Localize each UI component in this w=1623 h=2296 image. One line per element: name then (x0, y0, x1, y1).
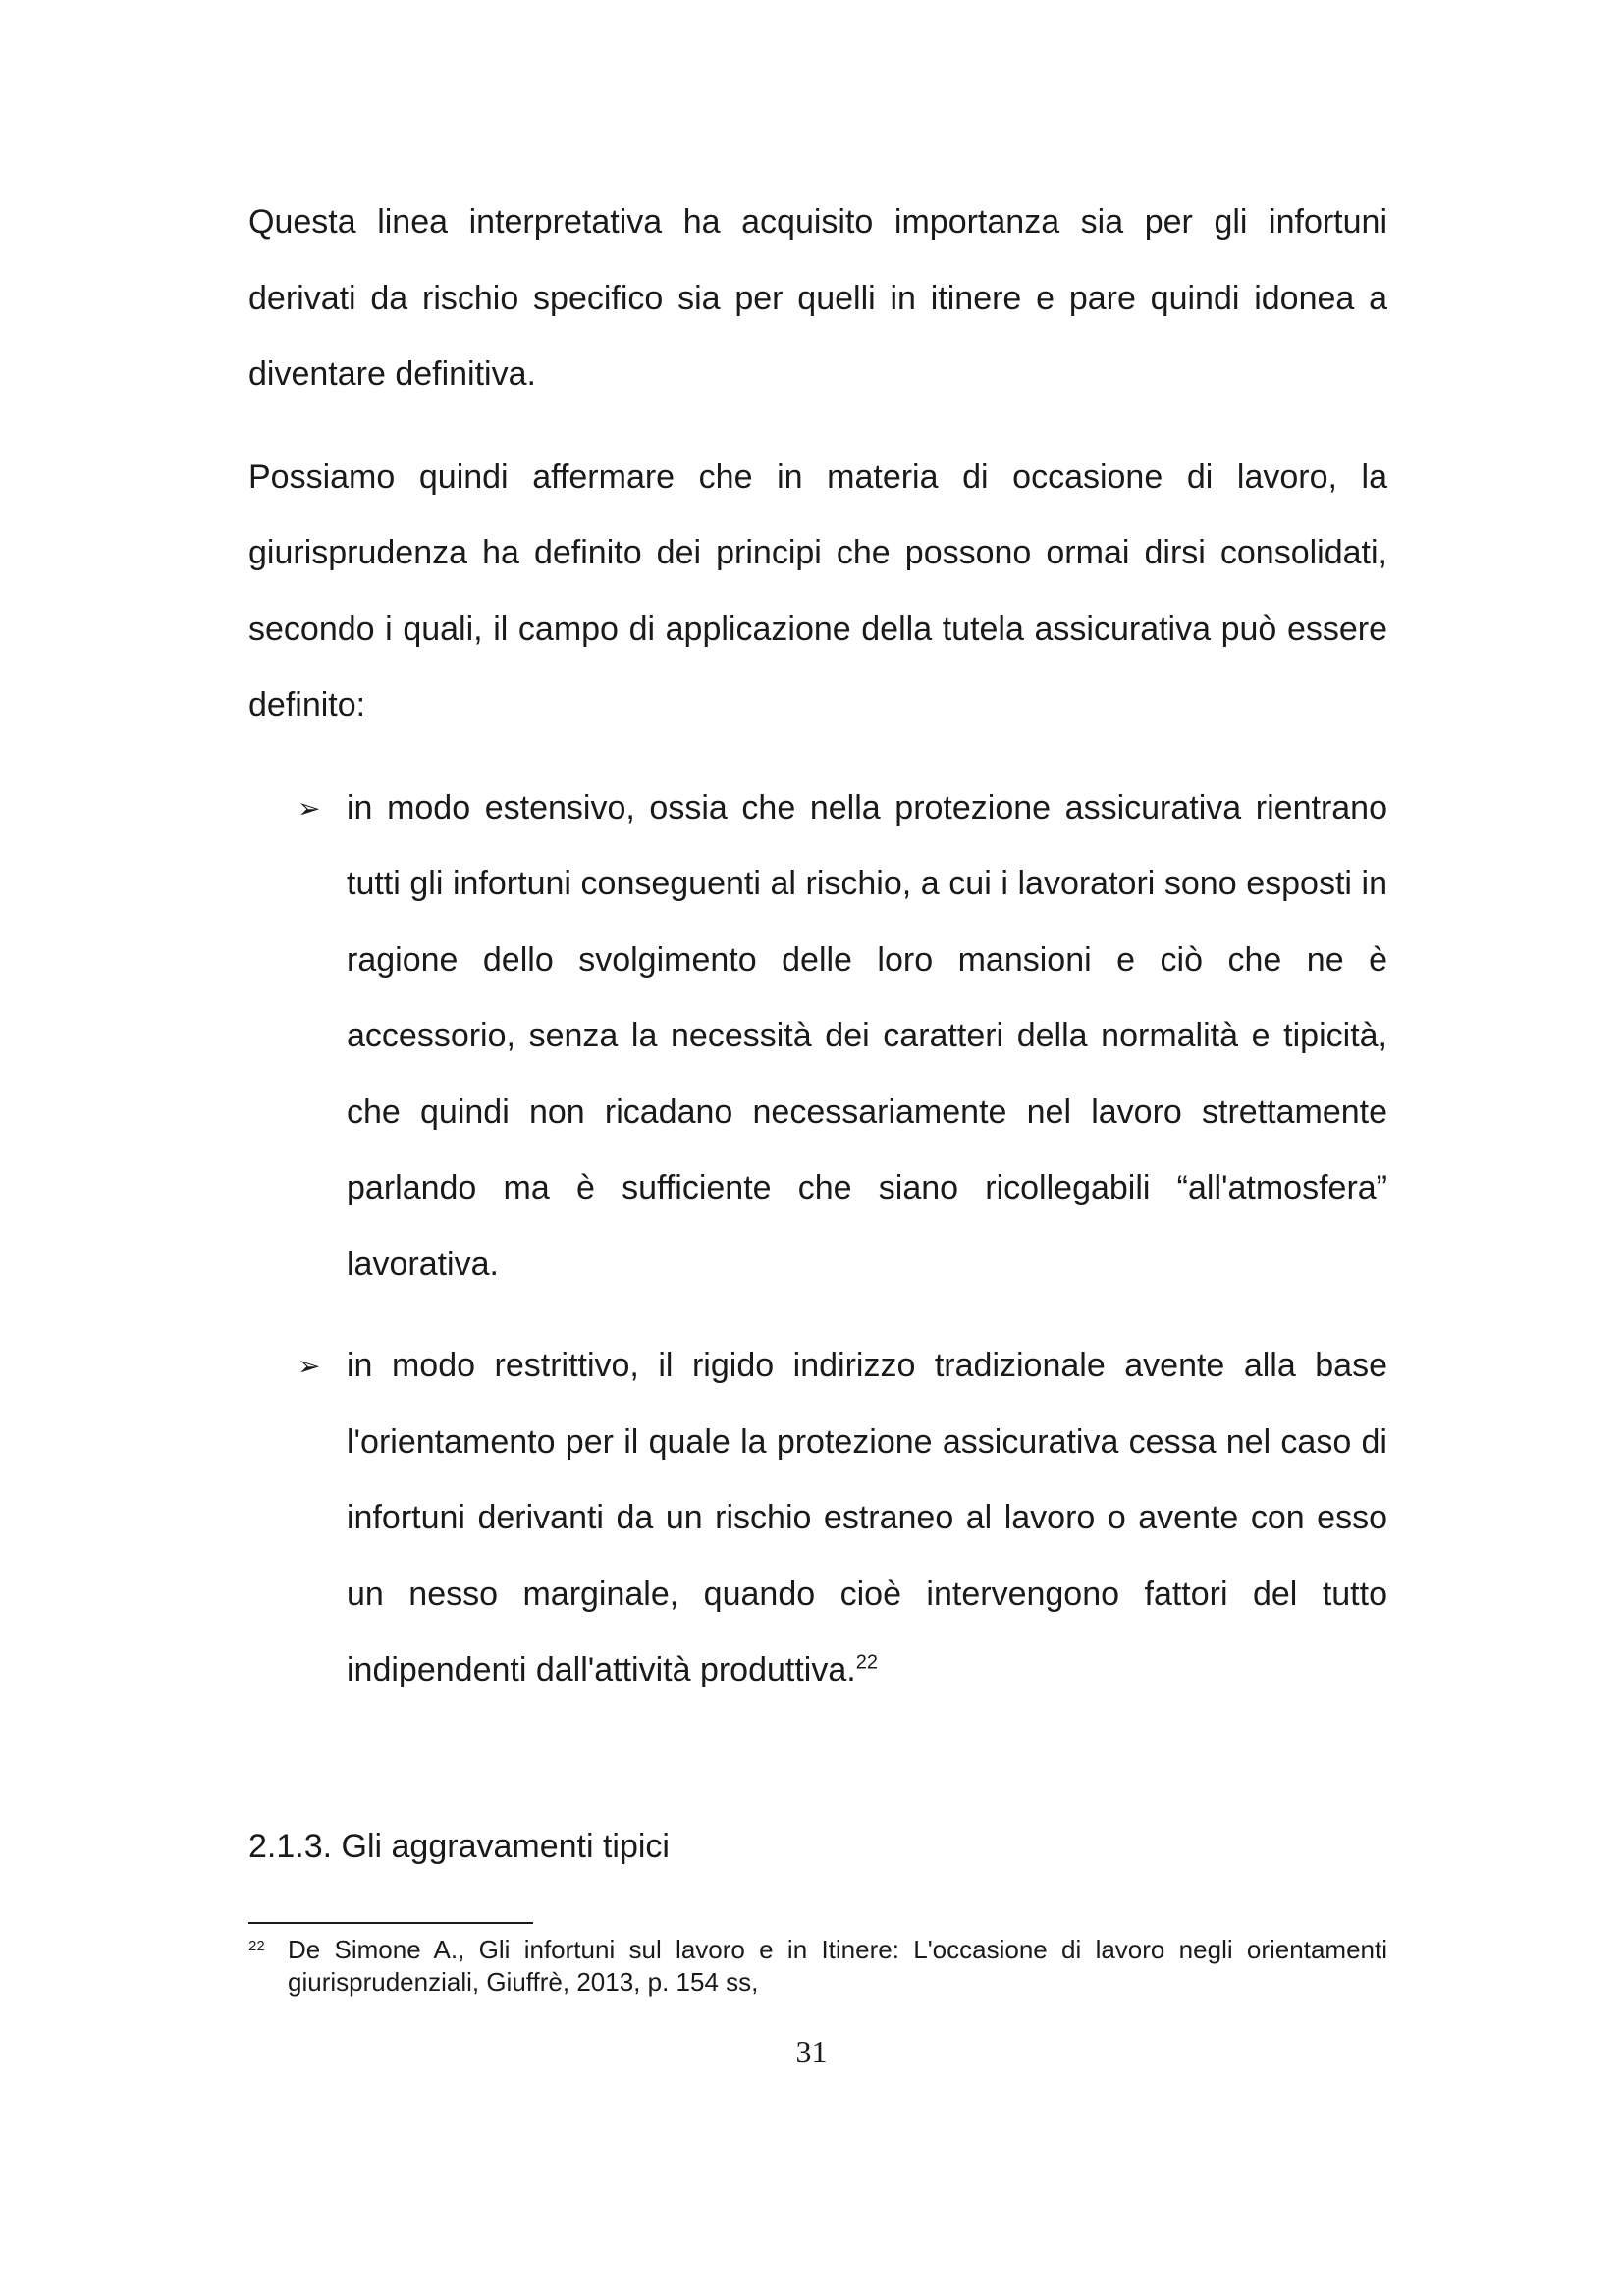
footnote (248, 1934, 1387, 1999)
paragraph-1: Questa linea interpretativa ha acquisito importanza sia per gli infortuni derivati da rischio specifico sia per quelli in itinere e pare quindi idonea a diventare definitiva. (248, 203, 1387, 393)
footnote-separator (248, 1922, 533, 1924)
footnote-text: De Simone A., Gli infortuni sul lavoro e in Itinere: L'occasione di lavoro negli orientamenti giurisprudenziali, Giuffrè, 2013, p. 154 ss, (288, 1935, 1387, 1997)
list-item-text: in modo restrittivo, il rigido indirizzo tradizionale avente alla base l'orientamento per il quale la protezione assicurativa cessa nel caso di infortuni derivanti da un rischio estraneo al lavoro o avente con esso un nesso marginale, quando cioè intervengono fattori del tutto indipendenti dall'attività produttiva. (347, 1347, 1387, 1688)
body-text (248, 185, 1387, 1735)
list-item-text: in modo estensivo, ossia che nella protezione assicurativa rientrano tutti gli infortuni conseguenti al rischio, a cui i lavoratori sono esposti in ragione dello svolgimento delle loro mansioni e ciò che ne è accessorio, senza la necessità dei caratteri della normalità e tipicità, che quindi non ricadano necessariamente nel lavoro strettamente parlando ma è sufficiente che siano ricollegabili “all'atmosfera” lavorativa. (347, 788, 1387, 1283)
paragraph-2: Possiamo quindi affermare che in materia di occasione di lavoro, la giurisprudenza ha definito dei principi che possono ormai dirsi consolidati, secondo i quali, il campo di applicazione della tutela assicurativa può essere definito: (248, 457, 1387, 723)
arrow-bullet-icon: ➢ (298, 791, 321, 825)
bullet-list (248, 771, 1387, 1709)
list-item (248, 771, 1387, 1304)
arrow-bullet-icon: ➢ (298, 1350, 321, 1382)
page-number: 31 (795, 2034, 828, 2069)
section-heading: 2.1.3. Gli aggravamenti tipici (248, 1828, 670, 1865)
footnote-reference[interactable]: 22 (855, 1651, 878, 1674)
list-item (248, 1328, 1387, 1709)
footnote-number: 22 (248, 1938, 265, 1954)
